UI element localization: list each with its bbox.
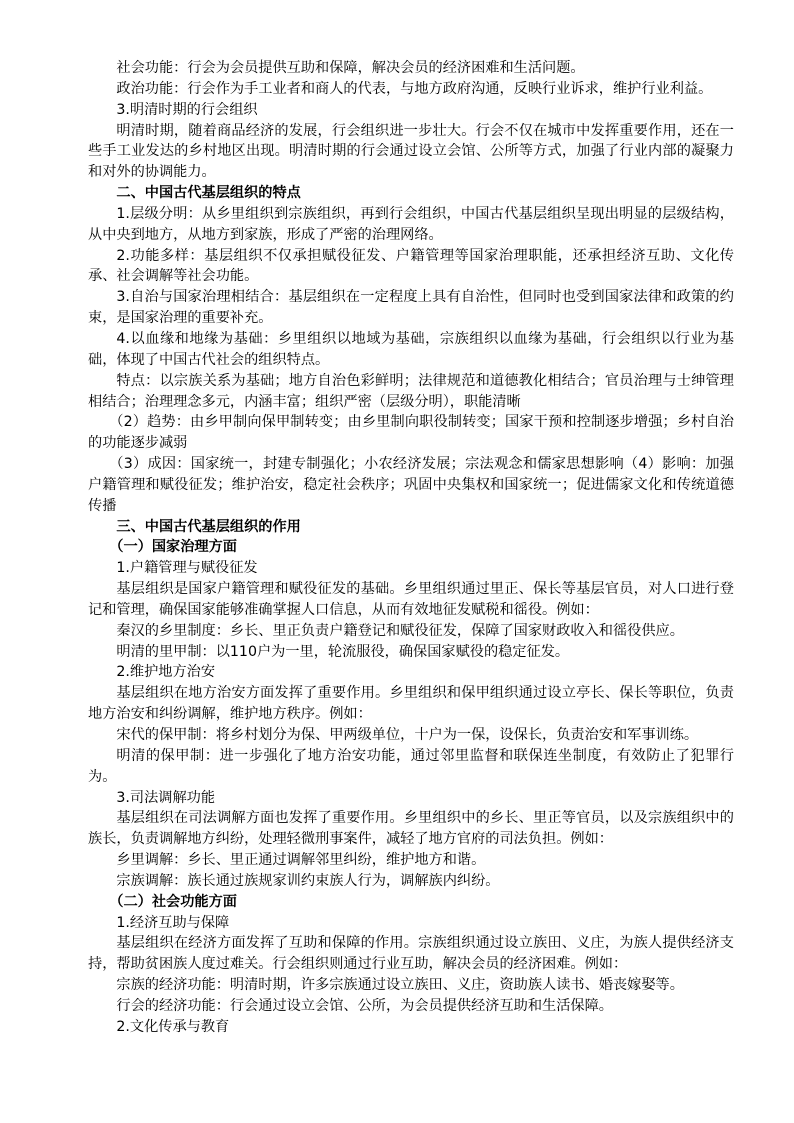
body-paragraph: 明清的保甲制：进一步强化了地方治安功能，通过邻里监督和联保连坐制度，有效防止了犯罪行为。 [88,747,734,785]
body-paragraph: 乡里调解：乡长、里正通过调解邻里纠纷，维护地方和谐。 [116,852,486,869]
body-paragraph: （2）趋势：由乡甲制向保甲制转变；由乡里制向职役制转变；国家干预和控制逐步增强；乡村自治的功能逐步减弱 [88,414,734,452]
section-heading: （一）国家治理方面 [109,539,237,556]
body-paragraph: 社会功能：行会为会员提供互助和保障，解决会员的经济困难和生活问题。 [116,60,585,76]
body-paragraph: 2.文化传承与教育 [116,1018,230,1035]
section-heading: 三、中国古代基层组织的作用 [116,518,301,535]
body-paragraph: 行会的经济功能：行会通过设立会馆、公所，为会员提供经济互助和生活保障。 [116,997,613,1014]
body-paragraph: 3.明清时期的行会组织 [116,101,258,118]
body-paragraph: 基层组织是国家户籍管理和赋役征发的基础。乡里组织通过里正、保长等基层官员，对人口进行登记和管理，确保国家能够准确掌握人口信息，从而有效地征发赋税和徭役。例如： [88,581,734,618]
body-paragraph: 1.经济互助与保障 [116,914,230,931]
body-paragraph: 基层组织在司法调解方面也发挥了重要作用。乡里组织中的乡长、里正等官员，以及宗族组织中的族长，负责调解地方纠纷，处理轻微刑事案件，减轻了地方官府的司法负担。例如： [88,810,734,848]
body-paragraph: 宗族的经济功能：明清时期，许多宗族通过设立族田、义庄，资助族人读书、婚丧嫁娶等。 [116,977,684,994]
body-paragraph: 宗族调解：族长通过族规家训约束族人行为，调解族内纠纷。 [116,872,500,889]
body-paragraph: 1.层级分明：从乡里组织到宗族组织，再到行会组织，中国古代基层组织呈现出明显的层级结构，从中央到地方，从地方到家族，形成了严密的治理网络。 [88,205,734,243]
body-paragraph: 秦汉的乡里制度：乡长、里正负责户籍登记和赋役征发，保障了国家财政收入和徭役供应。 [116,622,684,639]
body-paragraph: 3.自治与国家治理相结合：基层组织在一定程度上具有自治性，但同时也受到国家法律和政策的约束，是国家治理的重要补充。 [88,289,734,327]
body-paragraph: 2.功能多样：基层组织不仅承担赋役征发、户籍管理等国家治理职能，还承担经济互助、文化传承、社会调解等社会功能。 [88,247,734,285]
body-paragraph: 宋代的保甲制：将乡村划分为保、甲两级单位，十户为一保，设保长，负责治安和军事训练。 [116,727,699,743]
section-heading: （二）社会功能方面 [109,893,237,910]
body-paragraph: 3.司法调解功能 [116,789,216,806]
body-paragraph: 基层组织在经济方面发挥了互助和保障的作用。宗族组织通过设立族田、义庄，为族人提供经济支持，帮助贫困族人度过难关。行会组织则通过行业互助，解决会员的经济困难。例如： [88,935,734,973]
document-page [88,58,734,1038]
body-paragraph: （3）成因：国家统一，封建专制强化；小农经济发展；宗法观念和儒家思想影响（4）影响：加强户籍管理和赋役征发；维护治安，稳定社会秩序；巩固中央集权和国家统一；促进儒家文化和传统道德传播 [88,456,734,514]
body-paragraph: 明清时期，随着商品经济的发展，行会组织进一步壮大。行会不仅在城市中发挥重要作用，还在一些手工业发达的乡村地区出现。明清时期的行会通过设立会馆、公所等方式，加强了行业内部的凝聚力和对外的协调能力。 [88,122,734,181]
body-paragraph: 基层组织在地方治安方面发挥了重要作用。乡里组织和保甲组织通过设立亭长、保长等职位，负责地方治安和纠纷调解，维护地方秩序。例如： [88,685,734,723]
body-paragraph: 明清的里甲制：以110户为一里，轮流服役，确保国家赋役的稳定征发。 [116,643,570,660]
body-paragraph: 1.户籍管理与赋役征发 [116,560,258,577]
body-paragraph: 政治功能：行会作为手工业者和商人的代表，与地方政府沟通，反映行业诉求，维护行业利益。 [116,80,713,97]
body-paragraph: 特点：以宗族关系为基础；地方自治色彩鲜明；法律规范和道德教化相结合；官员治理与士绅管理相结合；治理理念多元，内涵丰富；组织严密（层级分明），职能清晰 [88,372,734,410]
section-heading: 二、中国古代基层组织的特点 [116,185,301,202]
body-paragraph: 4.以血缘和地缘为基础：乡里组织以地域为基础，宗族组织以血缘为基础，行会组织以行业为基础，体现了中国古代社会的组织特点。 [88,330,734,368]
body-paragraph: 2.维护地方治安 [116,664,216,681]
